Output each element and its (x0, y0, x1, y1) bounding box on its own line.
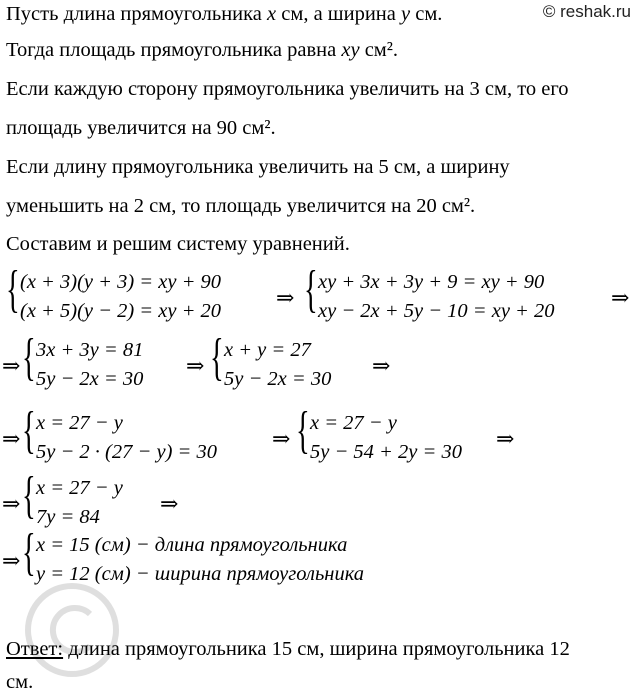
brace: { (296, 402, 310, 459)
text-line-2 (6, 38, 398, 62)
equation-row: y = 12 (см) − ширина прямоугольника (36, 563, 365, 585)
answer-tail: см. (6, 671, 34, 693)
equation-row: 5y − 2 · (27 − y) = 30 (36, 441, 217, 463)
text-span: Пусть длина прямоугольника (6, 3, 268, 25)
copyright-icon (12, 520, 182, 690)
brace: { (22, 329, 36, 386)
implies-arrow: ⇒ (2, 491, 21, 516)
answer-text: длина прямоугольника 15 см, ширина прямоугольника 12 (63, 638, 570, 660)
equation-row: 7y = 84 (36, 506, 100, 528)
equation-row: xy − 2x + 5y − 10 = xy + 20 (318, 300, 555, 322)
equation-row: xy + 3x + 3y + 9 = xy + 90 (318, 271, 545, 293)
equation-row: x + y = 27 (224, 339, 311, 361)
implies-arrow: ⇒ (186, 353, 205, 378)
text-line-1 (6, 2, 442, 26)
implies-arrow: ⇒ (272, 426, 291, 451)
equation-row: 5y − 2x = 30 (224, 368, 332, 390)
equation-row: 3x + 3y = 81 (36, 339, 144, 361)
equation-row: (x + 5)(y − 2) = xy + 20 (20, 300, 222, 322)
brace: { (210, 329, 224, 386)
implies-arrow: ⇒ (2, 548, 21, 573)
equation-row: x = 27 − y (36, 412, 123, 434)
brace: { (22, 467, 36, 524)
equation-row: 5y − 2x = 30 (36, 368, 144, 390)
answer-label: Ответ: (6, 638, 64, 660)
text-line-7: Составим и решим систему уравнений. (6, 233, 350, 255)
text-span: см. (410, 3, 443, 25)
brace: { (6, 261, 20, 318)
text-line-3: Если каждую сторону прямоугольника увеличить на 3 см, то его (6, 78, 569, 100)
text-line-6: уменьшить на 2 см, то площадь увеличится на 20 см². (6, 195, 476, 217)
equation-row: x = 27 − y (36, 477, 123, 499)
equation-row: x = 15 (см) − длина прямоугольника (36, 534, 348, 556)
var-xy: xy (341, 39, 360, 61)
text-span: см². (359, 39, 399, 61)
text-span: см, а ширина (276, 3, 401, 25)
implies-arrow: ⇒ (372, 353, 391, 378)
implies-arrow: ⇒ (2, 426, 21, 451)
brace: { (22, 524, 36, 581)
text-line-4: площадь увеличится на 90 см². (6, 117, 276, 139)
text-span: Тогда площадь прямоугольника равна (6, 39, 342, 61)
equation-row: 5y − 54 + 2y = 30 (310, 441, 462, 463)
brace: { (304, 261, 318, 318)
site-credit: © reshak.ru (542, 2, 631, 21)
implies-arrow: ⇒ (611, 285, 630, 310)
var-x: x (267, 3, 277, 25)
implies-arrow: ⇒ (276, 285, 295, 310)
implies-arrow: ⇒ (2, 353, 21, 378)
equation-row: (x + 3)(y + 3) = xy + 90 (20, 271, 222, 293)
answer-line (6, 637, 632, 661)
implies-arrow: ⇒ (496, 426, 515, 451)
implies-arrow: ⇒ (160, 491, 179, 516)
brace: { (22, 402, 36, 459)
var-y: y (400, 3, 411, 25)
equation-row: x = 27 − y (310, 412, 397, 434)
text-line-5: Если длину прямоугольника увеличить на 5 см, а ширину (6, 156, 510, 178)
